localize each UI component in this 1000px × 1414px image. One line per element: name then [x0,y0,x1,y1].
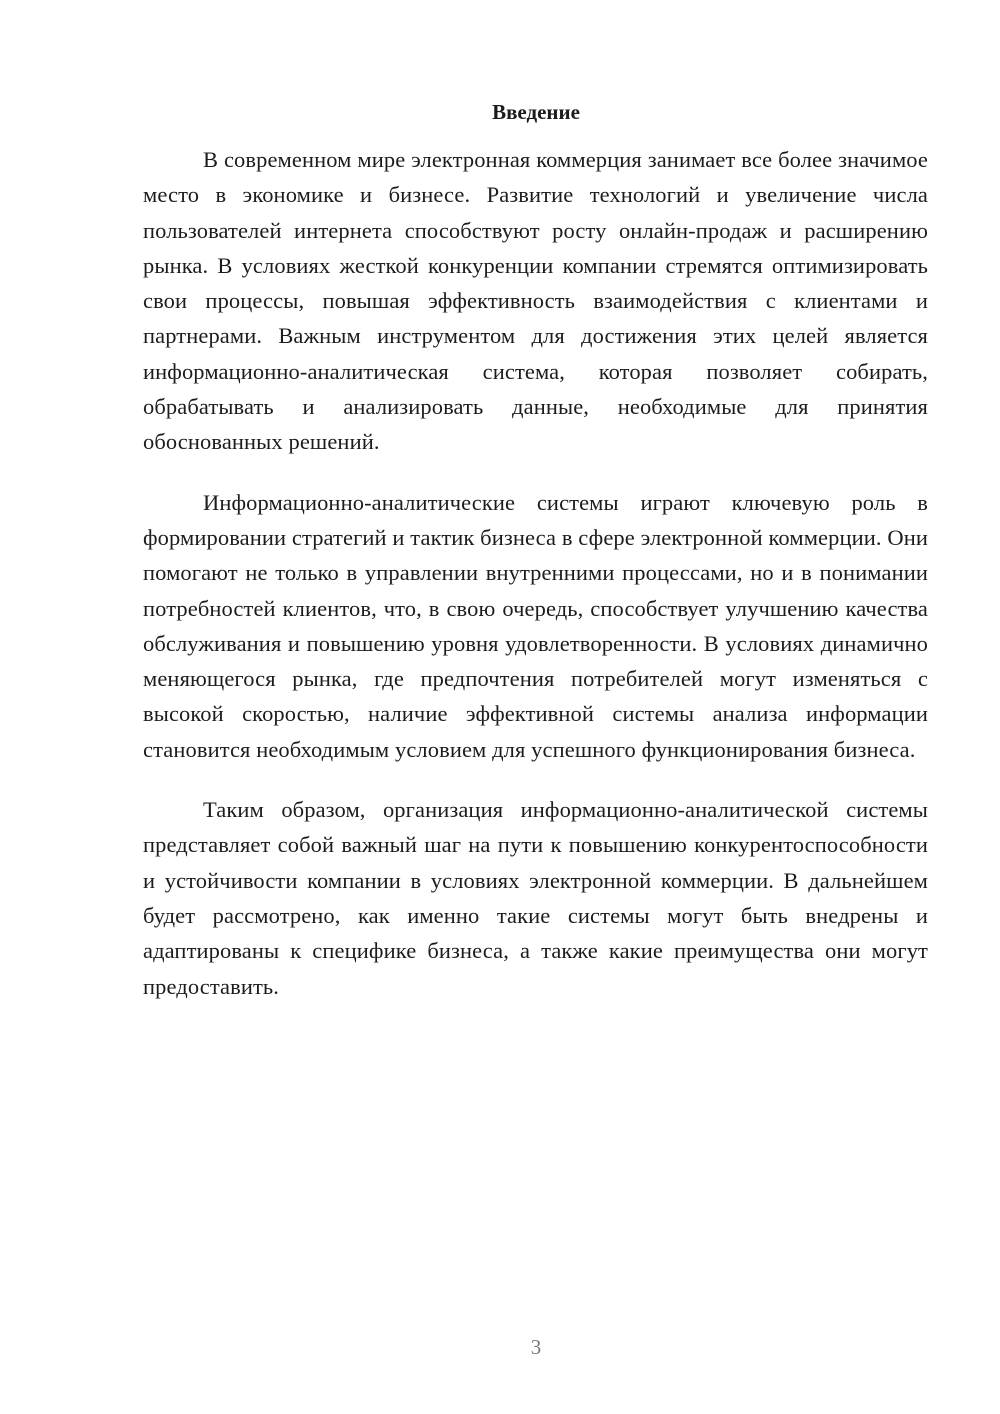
paragraph-3: Таким образом, организация информационно-аналитической системы представляет собой важный шаг на пути к повышению конкурентоспособности и устойчивости компании в условиях электронной коммерции. В дальнейшем будет рассмотрено, как именно такие системы могут быть внедрены и адаптированы к специфике бизнеса, а также какие преимущества они могут предоставить. [143,797,928,999]
body-text [143,142,928,1029]
page-number: 3 [530,1335,542,1359]
paragraph-1: В современном мире электронная коммерция занимает все более значимое место в экономике и бизнесе. Развитие технологий и увеличение числа пользователей интернета способствуют росту онлайн-продаж и расширению рынка. В условиях жесткой конкуренции компании стремятся оптимизировать свои процессы, повышая эффективность взаимодействия с клиентами и партнерами. Важным инструментом для достижения этих целей является информационно-аналитическая система, которая позволяет собирать, обрабатывать и анализировать данные, необходимые для принятия обоснованных решений. [143,147,928,455]
page-title: Введение [492,100,580,124]
paragraph-2: Информационно-аналитические системы играют ключевую роль в формировании стратегий и тактик бизнеса в сфере электронной коммерции. Они помогают не только в управлении внутренними процессами, но и в понимании потребностей клиентов, что, в свою очередь, способствует улучшению качества обслуживания и повышению уровня удовлетворенности. В условиях динамично меняющегося рынка, где предпочтения потребителей могут изменяться с высокой скоростью, наличие эффективной системы анализа информации становится необходимым условием для успешного функционирования бизнеса. [143,489,928,762]
